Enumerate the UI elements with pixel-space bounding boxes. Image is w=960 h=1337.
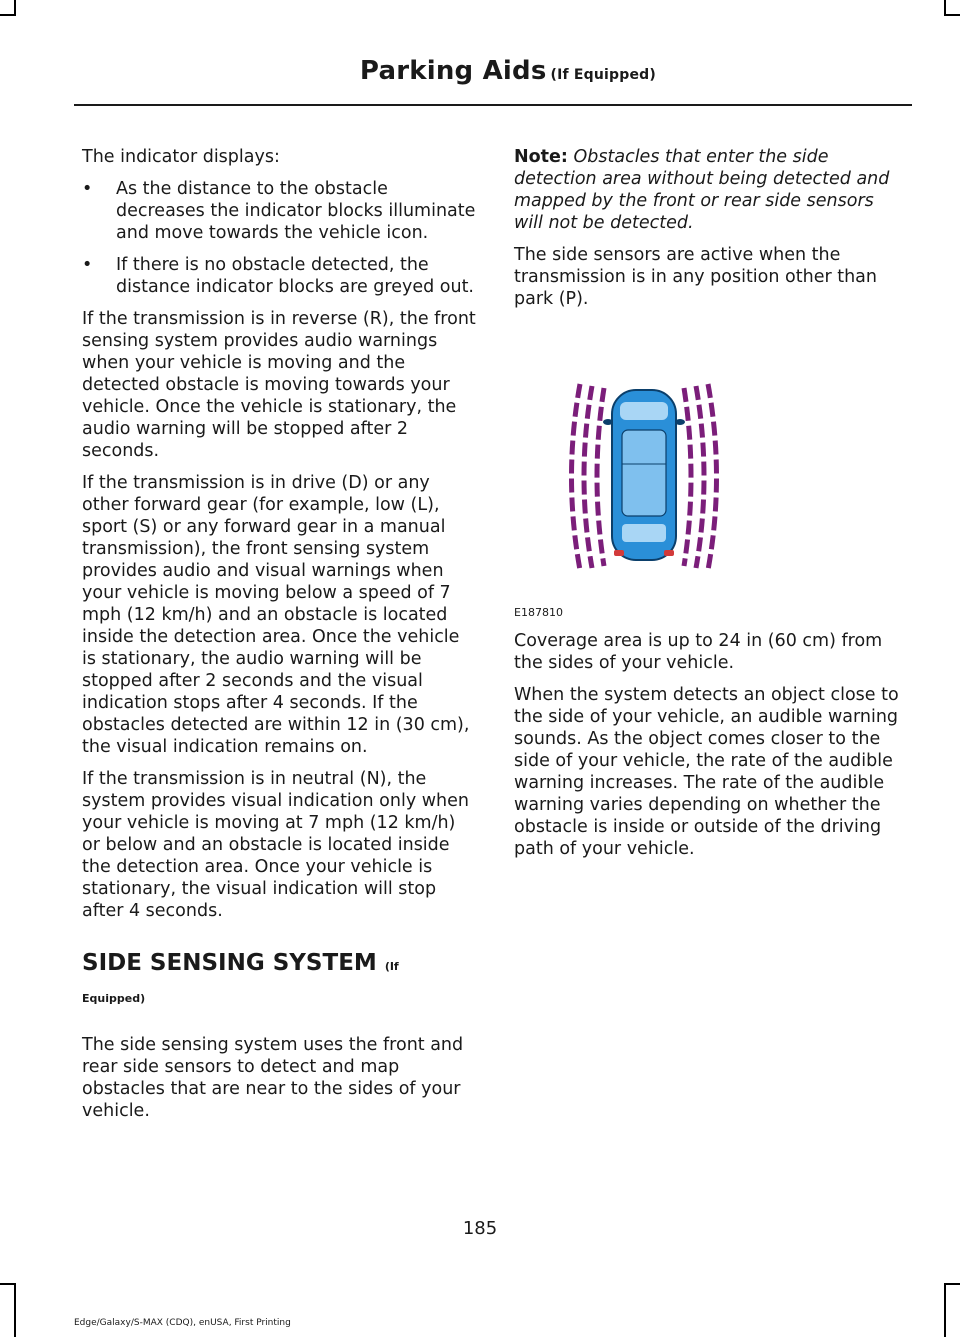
section-heading-continuation: Equipped) bbox=[82, 992, 146, 1005]
drive-paragraph: If the transmission is in drive (D) or any other forward gear (for example, low (L), sport (S) or any forward gear in a manual transmission), the front sensing system provides audio and visual warnings when your vehicle is moving below a speed of 7 mph (12 km/h) and an obstacle is located inside the detection area. Once the vehicle is stationary, the audio warning will be stopped after 2 seconds and the visual indication stops after 4 seconds. If the obstacles detected are within 12 in (30 cm), the visual indication remains on. bbox=[82, 473, 470, 757]
crop-mark-bottom-left-horizontal bbox=[0, 1283, 16, 1285]
note-label: Note: bbox=[514, 147, 568, 167]
side-sensing-figure bbox=[514, 320, 908, 630]
crop-mark-top-right-horizontal bbox=[944, 14, 960, 16]
footer-text: Edge/Galaxy/S-MAX (CDQ), enUSA, First Printing bbox=[74, 1318, 291, 1328]
neutral-paragraph: If the transmission is in neutral (N), the system provides visual indication only when your vehicle is moving at 7 mph (12 km/h) or below and an obstacle is located inside the detection area. Once your vehicle is stationary, the visual indication will stop after 4 seconds. bbox=[82, 769, 469, 921]
section-heading-text: SIDE SENSING SYSTEM bbox=[82, 950, 377, 976]
left-column bbox=[82, 146, 476, 1132]
side-sensors-active-paragraph: The side sensors are active when the transmission is in any position other than park (P). bbox=[514, 245, 877, 309]
crop-mark-bottom-right-vertical bbox=[944, 1285, 946, 1337]
bullet-text: As the distance to the obstacle decreases the indicator blocks illuminate and move towards the vehicle icon. bbox=[116, 179, 476, 243]
crop-mark-bottom-right-horizontal bbox=[944, 1283, 960, 1285]
section-heading bbox=[82, 950, 476, 980]
header-title-text: Parking Aids bbox=[359, 56, 547, 86]
note-body: Obstacles that enter the side detection area without being detected and mapped by the front or rear side sensors will not be detected. bbox=[514, 147, 890, 233]
section-heading-small: (If bbox=[384, 960, 399, 973]
bullet-text: If there is no obstacle detected, the distance indicator blocks are greyed out. bbox=[116, 255, 474, 297]
figure-code: E187810 bbox=[514, 606, 563, 619]
left-sensor-zone bbox=[572, 384, 605, 570]
page-number: 185 bbox=[462, 1218, 498, 1239]
indicator-bullet-list bbox=[82, 178, 476, 298]
side-sensing-paragraph: The side sensing system uses the front and rear side sensors to detect and map obstacles that are near to the sides of your vehicle. bbox=[82, 1035, 464, 1121]
note-paragraph bbox=[514, 146, 908, 234]
audible-warning-paragraph: When the system detects an object close to the side of your vehicle, an audible warning sounds. As the object comes closer to the side of your vehicle, the rate of the audible warning increases. The rate of the audible warning varies depending on whether the obstacle is inside or outside of the driving path of your vehicle. bbox=[514, 685, 899, 859]
coverage-paragraph: Coverage area is up to 24 in (60 cm) from the sides of your vehicle. bbox=[514, 631, 883, 673]
right-column bbox=[514, 146, 908, 870]
crop-mark-bottom-left-vertical bbox=[14, 1285, 16, 1337]
reverse-paragraph: If the transmission is in reverse (R), the front sensing system provides audio warnings when your vehicle is moving and the detected obstacle is moving towards your vehicle. Once the vehicle is stationary, the audio warning will be stopped after 2 seconds. bbox=[82, 309, 476, 461]
list-item bbox=[82, 254, 476, 298]
page-header-title bbox=[360, 56, 656, 86]
indicator-intro: The indicator displays: bbox=[82, 147, 280, 167]
car-icon bbox=[603, 390, 685, 560]
bullet-icon: • bbox=[82, 255, 93, 275]
header-rule bbox=[74, 104, 912, 106]
list-item bbox=[82, 178, 476, 244]
header-subtitle: (If Equipped) bbox=[550, 67, 656, 83]
bullet-icon: • bbox=[82, 179, 93, 199]
crop-mark-top-left-horizontal bbox=[0, 14, 16, 16]
right-sensor-zone bbox=[684, 384, 717, 570]
vehicle-side-sensor-illustration bbox=[564, 382, 724, 572]
